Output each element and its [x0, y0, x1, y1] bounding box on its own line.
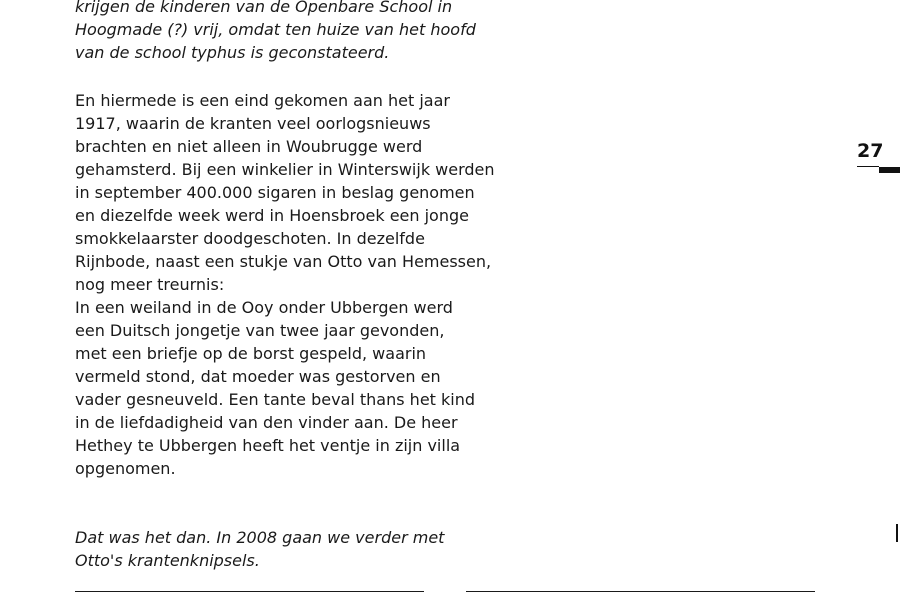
- text-line: met een briefje op de borst gespeld, waarin: [75, 344, 427, 363]
- text-line: Hethey te Ubbergen heeft het ventje in zijn villa: [75, 436, 461, 455]
- text-line: in de liefdadigheid van den vinder aan. De heer: [75, 413, 458, 432]
- text-line: opgenomen.: [75, 459, 176, 478]
- text-line: En hiermede is een eind gekomen aan het jaar: [75, 91, 450, 110]
- text-line: nog meer treurnis:: [75, 275, 225, 294]
- text-line: Hoogmade (?) vrij, omdat ten huize van het hoofd: [75, 20, 476, 39]
- text-line: smokkelaarster doodgeschoten. In dezelfde: [75, 229, 425, 248]
- text-line: brachten en niet alleen in Woubrugge werd: [75, 137, 423, 156]
- edge-tick-mark: [896, 524, 898, 542]
- text-line: Rijnbode, naast een stukje van Otto van Hemessen,: [75, 252, 492, 271]
- text-line: Otto's krantenknipsels.: [75, 551, 260, 570]
- text-line: vermeld stond, dat moeder was gestorven en: [75, 367, 441, 386]
- page-marker-thick-tab: [879, 167, 900, 173]
- text-line: In een weiland in de Ooy onder Ubbergen werd: [75, 298, 453, 317]
- text-line: in september 400.000 sigaren in beslag genomen: [75, 183, 475, 202]
- footer-rule-left: [75, 591, 424, 592]
- page-number: 27: [857, 140, 884, 162]
- paragraph-closing-italic: [75, 528, 444, 574]
- paragraph-intro-italic: [75, 0, 476, 66]
- paragraph-main: [75, 91, 495, 482]
- text-line: 1917, waarin de kranten veel oorlogsnieuws: [75, 114, 431, 133]
- text-line: gehamsterd. Bij een winkelier in Winterswijk werden: [75, 160, 495, 179]
- text-line: Dat was het dan. In 2008 gaan we verder met: [75, 528, 445, 547]
- text-line: van de school typhus is geconstateerd.: [75, 43, 390, 62]
- text-line: een Duitsch jongetje van twee jaar gevonden,: [75, 321, 445, 340]
- text-line: vader gesneuveld. Een tante beval thans het kind: [75, 390, 476, 409]
- footer-rule-right: [466, 591, 815, 592]
- text-line: en diezelfde week werd in Hoensbroek een jonge: [75, 206, 469, 225]
- page-marker-thin-rule: [857, 166, 879, 167]
- text-line: krijgen de kinderen van de Openbare School in: [75, 0, 453, 16]
